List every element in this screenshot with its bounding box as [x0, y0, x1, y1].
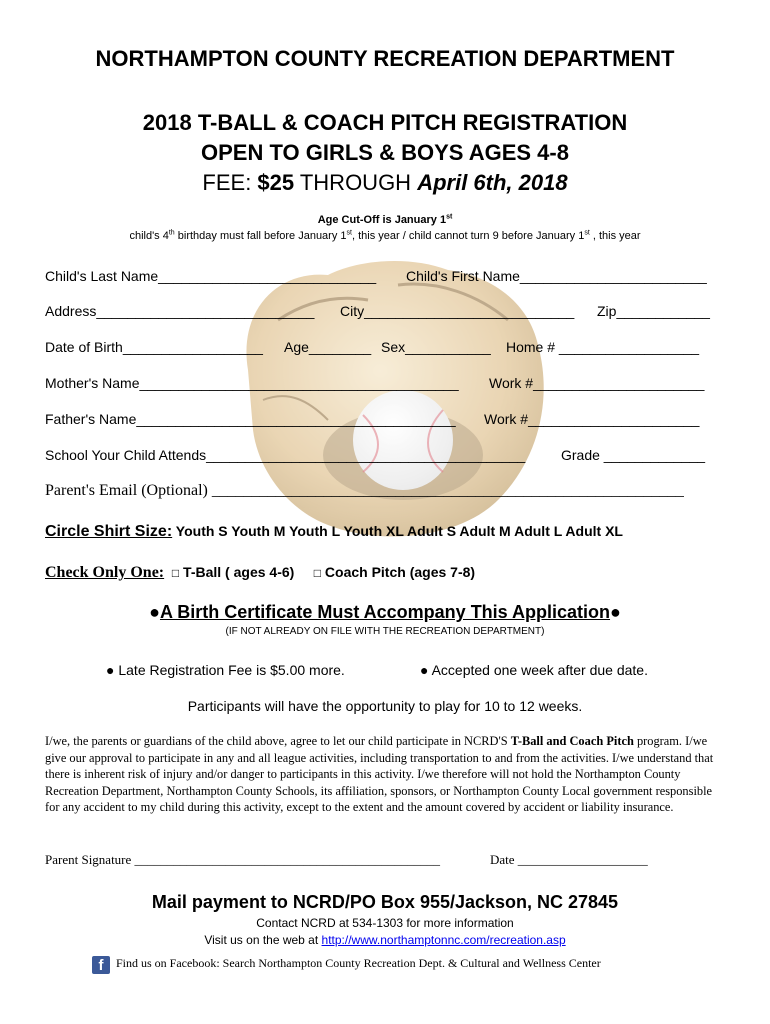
facebook-text: Find us on Facebook: Search Northampton County Recreation Dept. & Cultural and Wellness Center	[116, 956, 601, 970]
waiver-text-2: program. I/we give our approval to participate in any and all league activities, including transportation to and from the activities. I/we understand that there is inherent risk of injury and/or danger to participants in this activity. I/we therefore will not hold the Northampton County Recreation Department, Northampton County Schools, its affiliation, sponsors, or Northampton County Local government responsible for any accident to my child during this activity, except to the extent and the amount covered by accident or liability insurance.	[45, 734, 714, 815]
coach-pitch-option: Coach Pitch (ages 7-8)	[321, 564, 476, 580]
fee-prefix: FEE:	[202, 170, 258, 195]
fee-amount: $25	[257, 170, 295, 195]
school-field[interactable]: School Your Child Attends_________________________________________	[45, 447, 526, 463]
birthday-rule	[0, 230, 770, 242]
play-duration-note: Participants will have the opportunity to play for 10 to 12 weeks.	[187, 698, 583, 714]
birthday-rule-b-sup: st	[346, 229, 352, 237]
sex-field[interactable]: Sex___________	[381, 339, 491, 355]
mail-payment-address: Mail payment to NCRD/PO Box 955/Jackson, NC 27845	[151, 892, 619, 912]
program-choice-row	[45, 564, 475, 582]
accepted-note	[420, 662, 648, 678]
baseball-glove-icon	[218, 250, 568, 550]
grade-field[interactable]: Grade _____________	[561, 447, 706, 463]
age-cutoff-label: Age Cut-Off is January 1	[317, 214, 447, 226]
on-file-note: (IF NOT ALREADY ON FILE WITH THE RECREATION DEPARTMENT)	[225, 626, 545, 637]
dob-field[interactable]: Date of Birth__________________	[45, 339, 263, 355]
parent-signature-field[interactable]: Parent Signature _______________________________________________	[45, 852, 441, 867]
birthday-rule-c-sup: st	[584, 229, 590, 237]
mother-name-field[interactable]: Mother's Name_________________________________________	[45, 375, 459, 391]
birthday-rule-c: , this year / child cannot turn 9 before January 1	[351, 230, 585, 242]
coach-pitch-checkbox[interactable]: □	[313, 566, 322, 580]
website-prefix: Visit us on the web at	[204, 933, 322, 947]
website-line	[0, 933, 770, 947]
late-fee-text: Late Registration Fee is $5.00 more.	[114, 662, 345, 678]
birthday-rule-d: , this year	[589, 230, 641, 242]
birthday-rule-b: birthday must fall before January 1	[174, 230, 347, 242]
late-fee-note	[106, 662, 345, 678]
department-heading: NORTHAMPTON COUNTY RECREATION DEPARTMENT	[95, 46, 675, 71]
fee-through: THROUGH	[294, 170, 418, 195]
birth-certificate-text: A Birth Certificate Must Accompany This Application	[159, 602, 611, 622]
age-cutoff	[0, 214, 770, 226]
registration-title: 2018 T-BALL & COACH PITCH REGISTRATION	[142, 110, 628, 135]
eligibility-subtitle: OPEN TO GIRLS & BOYS AGES 4-8	[201, 140, 569, 165]
signature-date-field[interactable]: Date ____________________	[490, 852, 648, 867]
facebook-line	[92, 956, 601, 974]
accepted-text: Accepted one week after due date.	[428, 662, 648, 678]
city-field[interactable]: City___________________________	[340, 303, 575, 319]
fee-deadline: April 6th, 2018	[417, 170, 568, 195]
fee-line	[0, 170, 770, 196]
birth-certificate-notice	[0, 602, 770, 623]
contact-info: Contact NCRD at 534-1303 for more information	[256, 916, 514, 930]
last-name-field[interactable]: Child's Last Name____________________________	[45, 268, 377, 284]
father-work-phone-field[interactable]: Work #______________________	[484, 411, 700, 427]
tball-checkbox[interactable]: □	[171, 566, 180, 580]
shirt-size-row	[45, 523, 623, 541]
first-name-field[interactable]: Child's First Name________________________	[406, 268, 707, 284]
father-name-field[interactable]: Father's Name_________________________________________	[45, 411, 456, 427]
waiver-text-1: I/we, the parents or guardians of the child above, agree to let our child participate in NCRD'S	[45, 734, 511, 748]
bullet-icon: ●	[610, 602, 621, 622]
website-link[interactable]: http://www.northamptonnc.com/recreation.asp	[321, 933, 566, 947]
age-field[interactable]: Age________	[284, 339, 372, 355]
age-cutoff-sup: st	[446, 213, 453, 221]
liability-waiver	[45, 733, 725, 816]
waiver-program-name: T-Ball and Coach Pitch	[510, 734, 634, 748]
parent-email-field[interactable]: Parent's Email (Optional) ___________________________________________________________	[45, 482, 684, 499]
birthday-rule-a-sup: th	[168, 229, 175, 237]
bullet-icon: ●	[420, 662, 429, 678]
home-phone-field[interactable]: Home # __________________	[506, 339, 700, 355]
bullet-icon: ●	[106, 662, 115, 678]
tball-option: T-Ball ( ages 4-6)	[179, 564, 295, 580]
bullet-icon: ●	[149, 602, 160, 622]
birthday-rule-a: child's 4	[129, 230, 169, 242]
mother-work-phone-field[interactable]: Work #______________________	[489, 375, 705, 391]
shirt-size-options[interactable]: Youth S Youth M Youth L Youth XL Adult S Adult M Adult L Adult XL	[175, 523, 623, 539]
address-field[interactable]: Address____________________________	[45, 303, 315, 319]
program-choice-label: Check Only One:	[45, 564, 165, 581]
zip-field[interactable]: Zip____________	[597, 303, 710, 319]
shirt-size-label: Circle Shirt Size:	[45, 523, 173, 540]
facebook-icon[interactable]: f	[92, 956, 110, 974]
